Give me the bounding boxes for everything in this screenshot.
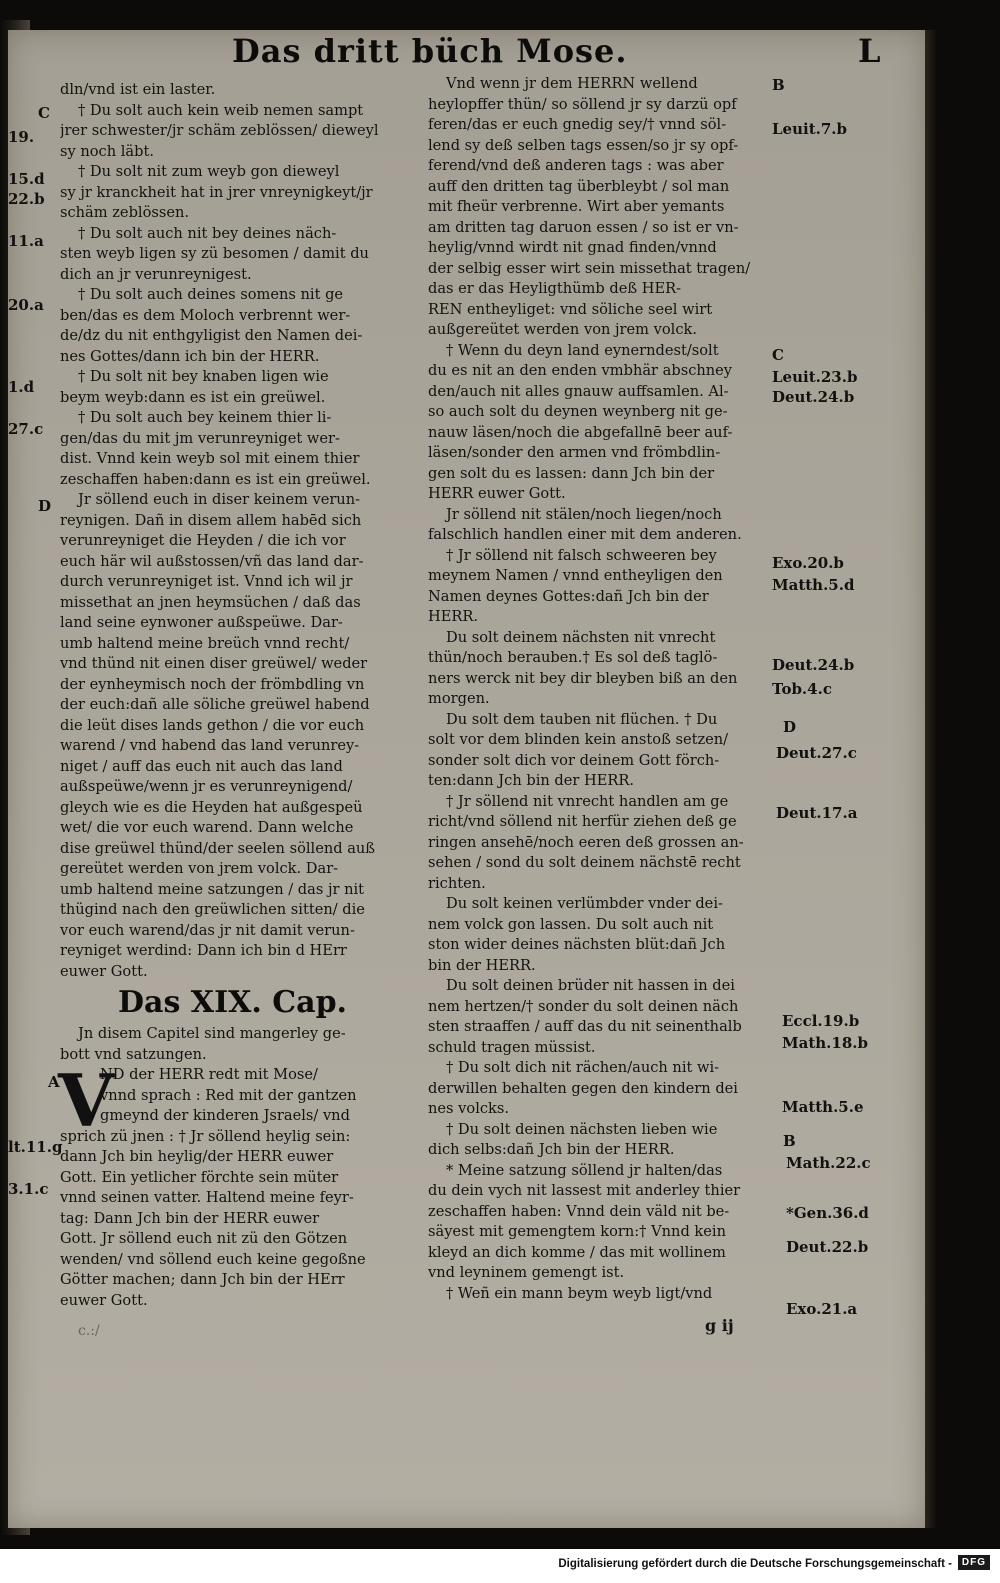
text-line: bin der HERR.: [428, 956, 536, 974]
text-line: Du solt dem tauben nit flüchen. † Du: [446, 710, 718, 728]
text-line: † Du solt auch nit bey deines näch-: [78, 224, 337, 242]
text-line: vnnd sprach : Red mit der gantzen: [100, 1086, 357, 1104]
text-line: dich selbs:dañ Jch bin der HERR.: [428, 1141, 675, 1158]
margin-note-right: C: [772, 346, 784, 364]
text-line: ND der HERR redt mit Mose/: [100, 1066, 318, 1083]
margin-note-right: *Gen.36.d: [786, 1204, 869, 1222]
text-line: reynigen. Dañ in disem allem habēd sich: [60, 511, 362, 529]
text-line: der euch:dañ alle söliche greüwel habend: [60, 696, 370, 713]
text-line: * Meine satzung söllend jr halten/das: [446, 1161, 723, 1179]
text-line: zeschaffen haben: Vnnd dein väld nit be-: [428, 1202, 730, 1220]
text-line: nem volck gon lassen. Du solt auch nit: [428, 915, 714, 933]
text-line: REN entheyliget: vnd söliche seel wirt: [428, 300, 713, 318]
chapter-opening: [58, 1058, 432, 1311]
text-line: morgen.: [428, 690, 490, 707]
text-line: euwer Gott.: [60, 1291, 148, 1309]
margin-note-left: 20.a: [8, 296, 44, 314]
text-line: heylopffer thün/ so söllend jr sy darzü opf: [428, 95, 737, 113]
margin-note-right: Deut.24.b: [772, 656, 855, 674]
text-line: ben/das es dem Moloch verbrennt wer-: [60, 306, 351, 324]
text-line: wenden/ vnd söllend euch keine gegoßne: [60, 1250, 366, 1268]
margin-note-left: D: [38, 497, 52, 515]
text-line: thün/noch berauben.† Es sol deß taglö-: [428, 649, 718, 666]
text-line: missethat an jnen heymsüchen / daß das: [60, 593, 361, 611]
text-line: der selbig esser wirt sein missethat tragen/: [428, 259, 751, 277]
text-line: nes volcks.: [428, 1100, 510, 1117]
margin-note-right: B: [772, 76, 785, 94]
text-line: derwillen behalten gegen den kindern dei: [428, 1079, 738, 1097]
text-line: meynem Namen / vnnd entheyligen den: [428, 567, 723, 584]
margin-note-right: D: [783, 718, 797, 736]
text-line: † Jr söllend nit falsch schweeren bey: [446, 546, 717, 564]
text-line: richten.: [428, 874, 486, 892]
text-line: tag: Dann Jch bin der HERR euwer: [60, 1209, 320, 1227]
text-line: Jr söllend nit stälen/noch liegen/noch: [446, 505, 722, 523]
text-line: reyniget werdind: Dann ich bin d HErr: [60, 942, 347, 959]
text-line: ston wider deines nächsten blüt:dañ Jch: [428, 936, 726, 953]
text-line: das er das Heyligthümb deß HER-: [428, 280, 682, 297]
text-line: † Jr söllend nit vnrecht handlen am ge: [446, 792, 729, 810]
text-line: ten:dann Jch bin der HERR.: [428, 772, 634, 789]
text-line: gereütet werden von jrem volck. Dar-: [60, 860, 339, 877]
text-line: dist. Vnnd kein weyb sol mit einem thier: [60, 450, 360, 467]
text-line: sprich zü jnen : † Jr söllend heylig sein:: [60, 1127, 351, 1145]
text-line: nes Gottes/dann ich bin der HERR.: [60, 347, 320, 365]
text-line: nauw läsen/noch die abgefallnē beer auf-: [428, 423, 733, 441]
chapter-heading: Das XIX. Cap.: [118, 985, 347, 1020]
text-line: die leüt dises lands gethon / die vor euch: [60, 716, 365, 734]
margin-note-right: Deut.17.a: [776, 804, 858, 822]
text-line: euch här wil außstossen/vñ das land dar-: [60, 552, 364, 570]
text-line: ners werck nit bey dir bleyben biß an den: [428, 669, 738, 687]
text-line: Namen deynes Gottes:dañ Jch bin der: [428, 587, 709, 605]
text-line: wet/ die vor euch warend. Dann welche: [60, 819, 354, 836]
text-line: ferend/vnd deß anderen tags : was aber: [428, 157, 724, 174]
text-line: durch verunreyniget ist. Vnnd ich wil jr: [60, 573, 353, 590]
margin-note-left: C: [38, 104, 50, 122]
text-line: so auch solt du deynen weynberg nit ge-: [428, 403, 728, 420]
margin-note-right: Math.22.c: [786, 1154, 871, 1172]
text-line: zeschaffen haben:dann es ist ein greüwel.: [60, 470, 371, 488]
margin-note-right: Exo.20.b: [772, 554, 844, 572]
text-line: nem hertzen/† sonder du solt deinen näch: [428, 997, 739, 1015]
text-line: richt/vnd söllend nit herfür ziehen deß ge: [428, 813, 737, 830]
page-right-shadow: [925, 30, 937, 1528]
text-line: außgereütet werden von jrem volck.: [428, 321, 698, 338]
text-line: † Du solt auch bey keinem thier li-: [78, 409, 332, 426]
text-line: mit fheür verbrenne. Wirt aber yemants: [428, 198, 725, 215]
margin-note-right: Deut.27.c: [776, 744, 857, 762]
text-line: dln/vnd ist ein laster.: [60, 81, 216, 98]
text-line: Götter machen; dann Jch bin der HErr: [60, 1271, 345, 1288]
text-line: thügind nach den greüwlichen sitten/ die: [60, 901, 365, 918]
text-line: läsen/sonder den armen vnd frömbdlin-: [428, 444, 721, 461]
text-line: der eynheymisch noch der frömbdling vn: [60, 675, 365, 693]
margin-note-right: Deut.24.b: [772, 388, 855, 406]
text-line: umb haltend meine satzungen / das jr nit: [60, 880, 365, 898]
text-line: vnnd seinen vatter. Haltend meine feyr-: [60, 1189, 354, 1206]
margin-note-right: Eccl.19.b: [782, 1012, 860, 1030]
text-line: Gott. Ein yetlicher förchte sein müter: [60, 1168, 339, 1186]
margin-note-right: Leuit.7.b: [772, 120, 847, 138]
text-line: falschlich handlen einer mit dem anderen.: [428, 526, 742, 543]
text-line: heylig/vnnd wirdt nit gnad finden/vnnd: [428, 239, 717, 256]
text-line: † Weñ ein mann beym weyb ligt/vnd: [446, 1284, 713, 1302]
text-line: außspeüwe/wenn jr es verunreynigend/: [60, 778, 353, 795]
margin-note-right: Math.18.b: [782, 1034, 868, 1052]
margin-note-right: Matth.5.d: [772, 576, 855, 594]
text-line: Jr söllend euch in diser keinem verun-: [78, 491, 361, 508]
text-line: † Du solt nit zum weyb gon dieweyl: [78, 163, 340, 180]
folio-number: L: [858, 32, 881, 70]
margin-note-right: Deut.22.b: [786, 1238, 869, 1256]
right-column: [428, 74, 774, 1304]
smudge-text: c.:/: [78, 1323, 100, 1339]
text-line: vnd thünd nit einen diser greüwel/ weder: [60, 655, 368, 672]
text-line: † Du solt auch kein weib nemen sampt: [78, 101, 364, 119]
signature-mark: g ij: [705, 1316, 734, 1335]
text-line: solt vor dem blinden kein anstoß setzen/: [428, 731, 729, 748]
text-line: gmeynd der kinderen Jsraels/ vnd: [100, 1107, 350, 1124]
margin-note-right: Tob.4.c: [772, 680, 832, 698]
text-line: † Du solt nit bey knaben ligen wie: [78, 368, 329, 385]
text-line: dich an jr verunreynigest.: [60, 265, 252, 283]
text-line: Vnd wenn jr dem HERRN wellend: [446, 75, 698, 92]
text-line: verunreyniget die Heyden / die ich vor: [60, 532, 346, 549]
text-line: sy noch läbt.: [60, 142, 154, 160]
text-line: HERR euwer Gott.: [428, 485, 566, 502]
text-line: HERR.: [428, 608, 478, 625]
text-line: sy jr kranckheit hat in jrer vnreynigkeyt/jr: [60, 183, 373, 201]
margin-note-left: 27.c: [8, 420, 44, 438]
text-line: de/dz du nit enthgyligist den Namen dei-: [60, 327, 363, 344]
text-line: säyest mit gemengtem korn:† Vnnd kein: [428, 1223, 726, 1240]
left-column: [60, 80, 432, 1311]
chapter-summary-line: Jn disem Capitel sind mangerley ge-: [78, 1025, 346, 1042]
text-line: Du solt keinen verlümbder vnder dei-: [446, 895, 723, 912]
text-line: vor euch warend/das jr nit damit verun-: [60, 921, 355, 939]
text-line: † Du solt auch deines somens nit ge: [78, 286, 344, 303]
text-line: jrer schwester/jr schäm zeblössen/ dieweyl: [60, 122, 379, 139]
text-line: sonder solt dich vor deinem Gott förch-: [428, 751, 720, 769]
margin-note-left: 3.1.c: [8, 1180, 49, 1198]
text-line: † Wenn du deyn land eynerndest/solt: [446, 341, 719, 359]
text-line: gen solt du es lassen: dann Jch bin der: [428, 464, 715, 482]
text-line: gen/das du mit jm verunreyniget wer-: [60, 429, 340, 447]
margin-note-right: Leuit.23.b: [772, 368, 858, 386]
margin-note-right: B: [783, 1132, 796, 1150]
text-line: feren/das er euch gnedig sey/† vnnd söl-: [428, 116, 727, 133]
text-line: du dein vych nit lassest mit anderley thier: [428, 1182, 741, 1199]
margin-note-left: 15.d: [8, 170, 45, 188]
chapter-summary-line: bott vnd satzungen.: [60, 1045, 207, 1063]
margin-note-left: 19.: [8, 128, 35, 146]
text-line: sten weyb ligen sy zü besomen / damit du: [60, 245, 369, 262]
text-line: niget / auff das euch nit auch das land: [60, 757, 343, 775]
text-line: beym weyb:dann es ist ein greüwel.: [60, 388, 326, 406]
text-line: euwer Gott.: [60, 962, 148, 980]
text-line: auff den dritten tag überbleybt / sol man: [428, 177, 730, 195]
text-line: land seine eynwoner außspeüwe. Dar-: [60, 614, 343, 631]
text-line: sten straaffen / auff das du nit seinenthalb: [428, 1018, 742, 1035]
margin-note-left: lt.11.g: [8, 1138, 63, 1156]
text-line: Gott. Jr söllend euch nit zü den Götzen: [60, 1230, 348, 1247]
text-line: am dritten tag daruon essen / so ist er vn-: [428, 218, 739, 236]
dfg-logo: DFG: [958, 1555, 990, 1570]
text-line: gleych wie es die Heyden hat außgespeü: [60, 798, 363, 816]
text-line: dise greüwel thünd/der seelen söllend auß: [60, 839, 376, 857]
text-line: lend sy deß selben tags essen/so jr sy opf-: [428, 136, 739, 154]
margin-note-right: Matth.5.e: [782, 1098, 864, 1116]
text-line: † Du solt deinen nächsten lieben wie: [446, 1120, 718, 1138]
text-line: warend / vnd habend das land verunrey-: [60, 737, 360, 754]
text-line: † Du solt dich nit rächen/auch nit wi-: [446, 1059, 720, 1076]
margin-note-left: A: [48, 1073, 60, 1091]
text-line: schäm zeblössen.: [60, 204, 190, 221]
text-line: kleyd an dich komme / das mit wollinem: [428, 1243, 726, 1261]
text-line: dann Jch bin heylig/der HERR euwer: [60, 1148, 334, 1165]
text-line: Du solt deinen brüder nit hassen in dei: [446, 977, 735, 994]
text-line: sehen / sond du solt deinem nächstē recht: [428, 854, 741, 871]
text-line: den/auch nit alles gnauw auffsamlen. Al-: [428, 382, 729, 400]
text-line: Du solt deinem nächsten nit vnrecht: [446, 628, 716, 646]
text-line: vnd leyninem gemengt ist.: [428, 1264, 625, 1281]
text-line: ringen ansehē/noch eeren deß grossen an-: [428, 833, 744, 851]
text-line: umb haltend meine breüch vnnd recht/: [60, 634, 350, 652]
text-line: schuld tragen müssist.: [428, 1038, 596, 1056]
margin-note-right: Exo.21.a: [786, 1300, 858, 1318]
margin-note-left: 11.a: [8, 232, 44, 250]
margin-note-left: 1.d: [8, 378, 35, 396]
margin-note-left: 22.b: [8, 190, 45, 208]
decorated-initial: V: [58, 1058, 114, 1143]
digitization-credit: Digitalisierung gefördert durch die Deutsche Forschungsgemeinschaft -: [558, 1558, 952, 1570]
running-header: Das dritt büch Mose.: [232, 32, 628, 70]
text-line: du es nit an den enden vmbhär abschney: [428, 362, 733, 379]
